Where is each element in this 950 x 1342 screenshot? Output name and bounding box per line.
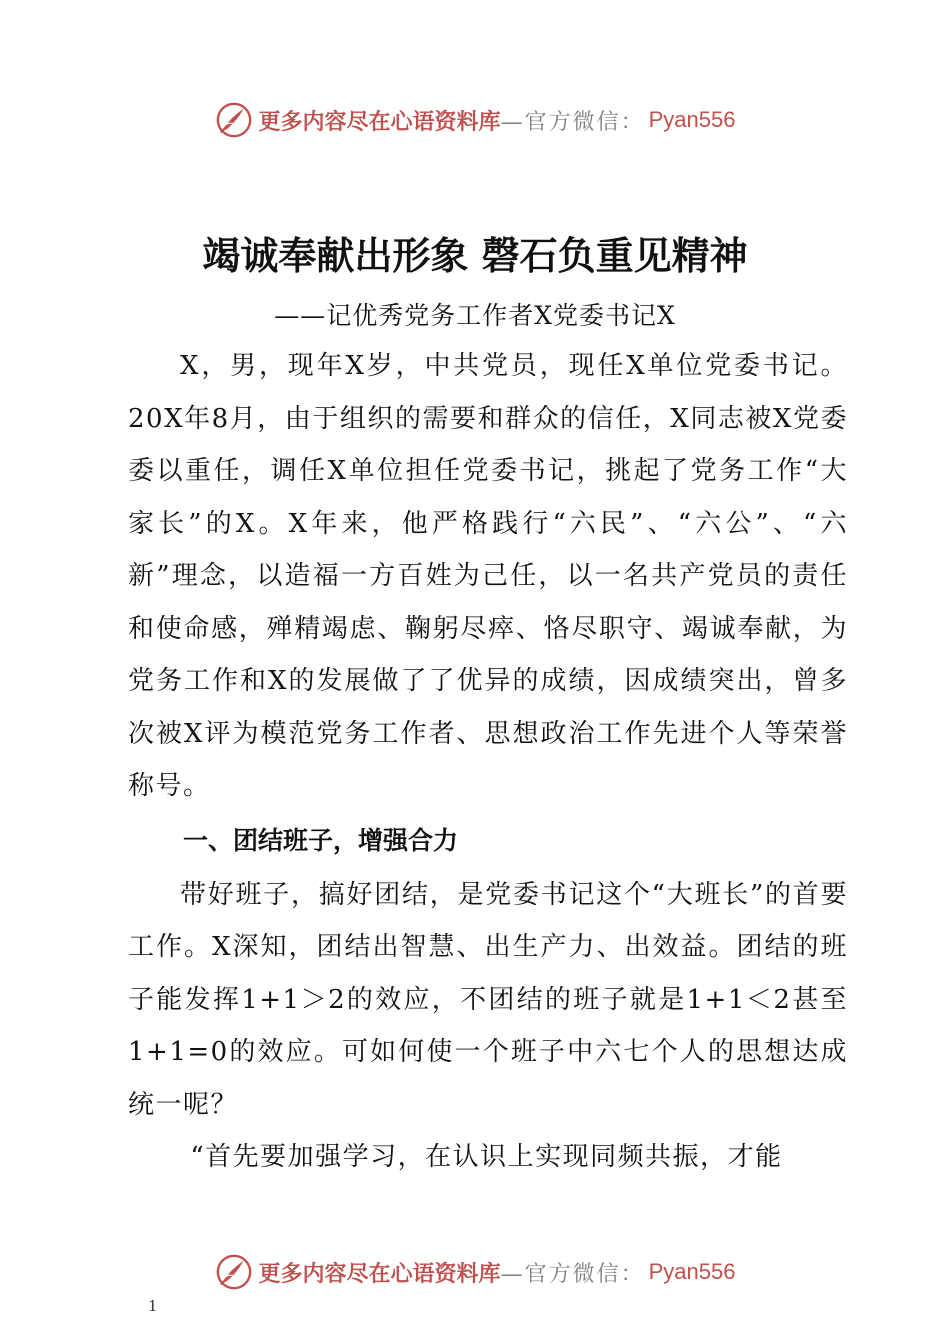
page-number: 1: [148, 1297, 158, 1315]
document-title: 竭诚奉献出形象 磬石负重见精神: [202, 234, 748, 278]
quill-pen-logo-icon: [215, 1253, 253, 1291]
banner-sub-text: —官方微信：: [500, 1261, 645, 1287]
banner-wechat-id: Pyan556: [648, 107, 736, 132]
banner-sub-text: —官方微信：: [500, 109, 645, 135]
document-subtitle: ——记优秀党务工作者X党委书记X: [274, 301, 676, 330]
banner-wechat-id: Pyan556: [648, 1259, 736, 1284]
section-paragraph: 带好班子，搞好团结，是党委书记这个“大班长”的首要工作。X深知，团结出智慧、出生产力、出效益。团结的班子能发挥1+1＞2的效应，不团结的班子就是1+1＜2甚至1+1=0的效应。可如何使一个班子中六七个人的思想达成统一呢？: [128, 879, 848, 1120]
banner-main-text: 更多内容尽在心语资料库: [258, 1260, 501, 1287]
quote-paragraph-start: “首先要加强学习，在认识上实现同频共振，才能: [190, 1142, 783, 1172]
header-banner: [0, 98, 950, 142]
intro-paragraph: X，男，现年X岁，中共党员，现任X单位党委书记。20X年8月，由于组织的需要和群众的信任，X同志被X党委委以重任，调任X单位担任党委书记，挑起了党务工作“大家长”的X。X年来，他严格践行“六民”、“六公”、“六新”理念，以造福一方百姓为己任，以一名共产党员的责任和使命感，殚精竭虑、鞠躬尽瘁、恪尽职守、竭诚奉献，为党务工作和X的发展做了了优异的成绩，因成绩突出，曾多次被X评为模范党务工作者、思想政治工作先进个人等荣誉称号。: [128, 351, 848, 801]
section-heading: 一、团结班子，增强合力: [183, 825, 459, 855]
quill-pen-logo-icon: [215, 101, 253, 139]
document-body: [128, 340, 848, 1184]
footer-banner: [0, 1250, 950, 1294]
banner-main-text: 更多内容尽在心语资料库: [258, 108, 501, 135]
